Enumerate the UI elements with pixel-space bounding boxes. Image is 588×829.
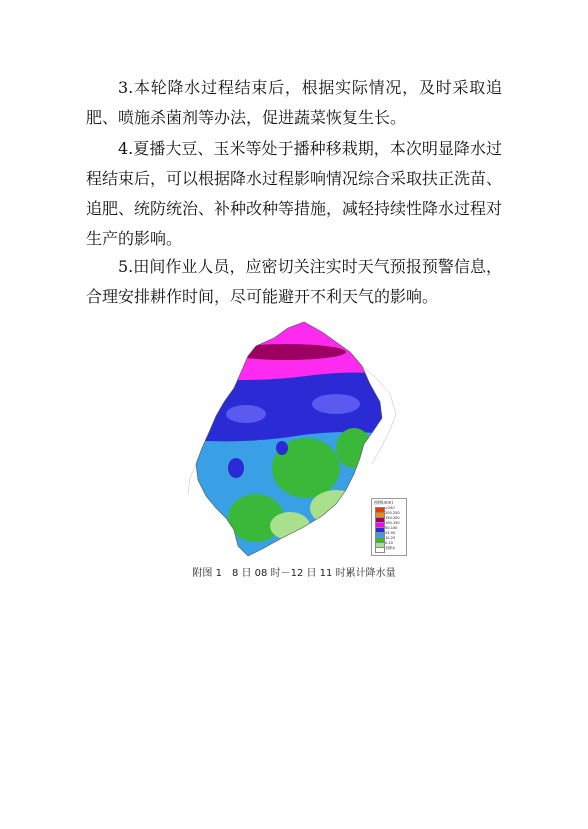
legend-label: 0-10 — [385, 541, 393, 545]
map-legend — [371, 498, 407, 556]
figure-caption: 附图 1 8 日 08 时－12 日 11 时累计降水量 — [192, 568, 396, 579]
legend-label: 无降水 — [385, 546, 396, 550]
legend-label: 200-250 — [385, 511, 400, 515]
legend-label: 25-50 — [385, 531, 396, 535]
paragraph-4: 4.夏播大豆、玉米等处于播种移栽期，本次明显降水过程结束后，可以根据降水过程影响情况综合采取扶正洗苗、追肥、统防统治、补种改种等措施，减轻持续性降水过程对生产的影响。 — [86, 139, 503, 248]
legend-label: 50-100 — [385, 526, 398, 530]
legend-label: 150-200 — [385, 516, 400, 520]
legend-label: 100-150 — [385, 521, 400, 525]
legend-label: >250 — [385, 506, 395, 510]
paragraph-3: 3.本轮降水过程结束后，根据实际情况，及时采取追肥、喷施杀菌剂等办法，促进蔬菜恢复生长。 — [86, 78, 502, 127]
legend-title: 图例(mm) — [374, 500, 393, 505]
legend-label: 10-25 — [385, 536, 396, 540]
paragraph-5: 5.田间作业人员，应密切关注实时天气预报预警信息，合理安排耕作时间，尽可能避开不利天气的影响。 — [86, 257, 502, 306]
legend-swatch — [375, 547, 385, 553]
legend-item — [375, 547, 403, 551]
